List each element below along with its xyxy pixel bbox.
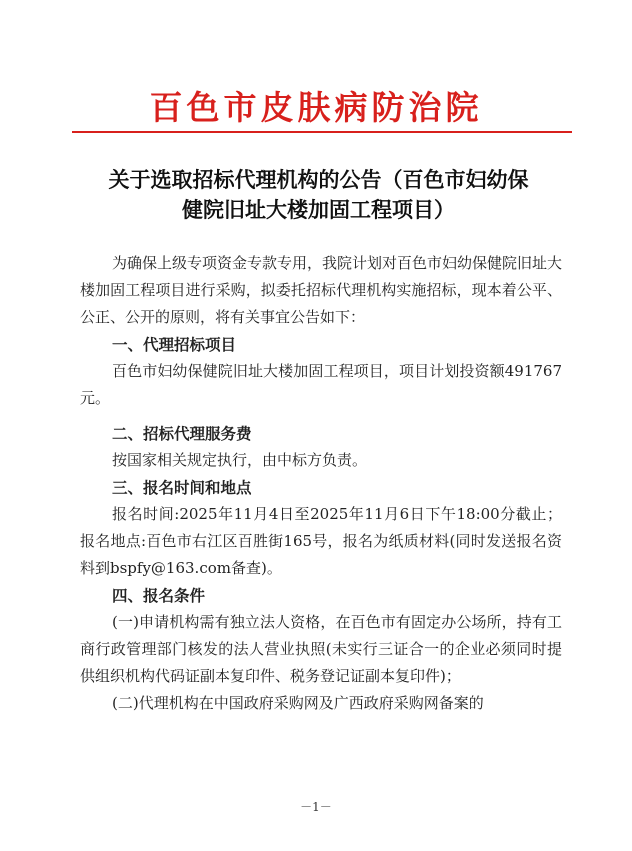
title-line-2: 健院旧址大楼加固工程项目） — [182, 197, 455, 222]
letterhead-divider — [72, 131, 572, 133]
section-text-3: 报名时间:2025年11月4日至2025年11月6日下午18:00分截止；报名地点:百色市右江区百胜街165号，报名为纸质材料(同时发送报名资料到bspfy@163.com备查)。 — [80, 505, 562, 577]
section-4-item-2: (二)代理机构在中国政府采购网及广西政府采购网备案的 — [112, 694, 484, 712]
section-heading-1: 一、代理招标项目 — [112, 335, 237, 354]
section-heading-4: 四、报名条件 — [112, 586, 206, 605]
section-text-1: 百色市妇幼保健院旧址大楼加固工程项目，项目计划投资额491767元。 — [80, 362, 562, 407]
notice-title — [80, 165, 557, 225]
title-line-1: 关于选取招标代理机构的公告（百色市妇幼保 — [108, 167, 529, 192]
section-heading-3: 三、报名时间和地点 — [112, 478, 252, 497]
section-text-2: 按国家相关规定执行，由中标方负责。 — [112, 451, 368, 469]
notice-body — [80, 250, 562, 717]
section-heading-2: 二、招标代理服务费 — [112, 424, 252, 443]
section-4-item-1: (一)申请机构需有独立法人资格，在百色市有固定办公场所，持有工商行政管理部门核发的法人营业执照(未实行三证合一的企业必须同时提供组织机构代码证副本复印件、税务登记证副本复印件)； — [80, 613, 562, 685]
org-letterhead: 百色市皮肤病防治院 — [149, 88, 483, 127]
intro-paragraph: 为确保上级专项资金专款专用，我院计划对百色市妇幼保健院旧址大楼加固工程项目进行采购，拟委托招标代理机构实施招标，现本着公平、公正、公开的原则，将有关事宜公告如下： — [80, 254, 563, 326]
page-number: －1－ — [300, 800, 332, 814]
